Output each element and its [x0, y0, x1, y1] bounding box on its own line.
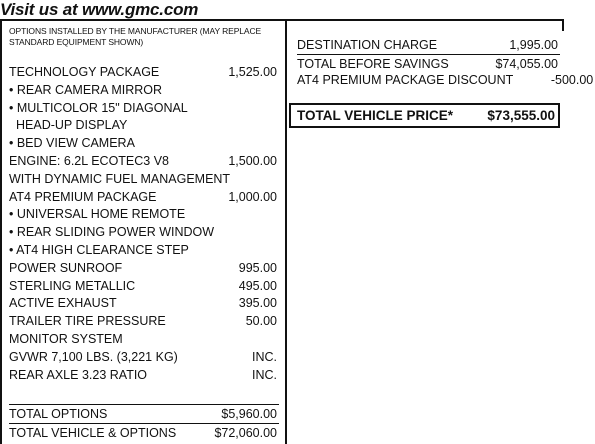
- total-before-savings-row: [297, 56, 560, 72]
- option-amount: 1,500.00: [228, 153, 277, 168]
- option-label: ACTIVE EXHAUST: [9, 296, 117, 311]
- total-options-amount: $5,960.00: [221, 407, 277, 421]
- option-feature: • REAR SLIDING POWER WINDOW: [9, 225, 215, 240]
- discount-row: [297, 72, 594, 88]
- column-divider: [285, 19, 287, 444]
- price-summary: [297, 37, 594, 88]
- option-feature: HEAD-UP DISPLAY: [16, 118, 128, 133]
- option-label: REAR AXLE 3.23 RATIO: [9, 367, 148, 382]
- option-label: TECHNOLOGY PACKAGE: [9, 65, 160, 79]
- option-row-power-sunroof: [9, 260, 279, 278]
- option-label: GVWR 7,100 LBS. (3,221 KG): [9, 349, 178, 364]
- option-amount: 1,000.00: [228, 189, 277, 204]
- option-row-technology-package: [9, 64, 279, 82]
- website-header: Visit us at www.gmc.com: [0, 0, 199, 19]
- total-before-savings-amount: $74,055.00: [495, 57, 558, 71]
- options-note: OPTIONS INSTALLED BY THE MANUFACTURER (MAY REPLACE STANDARD EQUIPMENT SHOWN): [9, 26, 262, 47]
- total-vehicle-price-box: [289, 103, 560, 128]
- option-row-engine: [9, 153, 279, 171]
- total-vehicle-options-label: TOTAL VEHICLE & OPTIONS: [9, 426, 177, 440]
- option-amount: 495.00: [238, 278, 277, 293]
- option-label: TRAILER TIRE PRESSURE: [9, 314, 166, 329]
- total-vehicle-price-amount: $73,555.00: [487, 108, 555, 123]
- option-amount: 395.00: [238, 296, 277, 311]
- discount-amount: -500.00: [550, 73, 594, 87]
- total-before-savings-label: TOTAL BEFORE SAVINGS: [297, 57, 449, 71]
- option-feature: • UNIVERSAL HOME REMOTE: [9, 207, 186, 222]
- option-amount: 1,525.00: [228, 65, 277, 79]
- option-amount: 995.00: [238, 260, 277, 275]
- option-row-at4-premium: [9, 189, 279, 207]
- frame-top-border: [0, 19, 564, 21]
- discount-label: AT4 PREMIUM PACKAGE DISCOUNT: [297, 73, 514, 87]
- option-feature: • REAR CAMERA MIRROR: [9, 82, 163, 97]
- total-options-label: TOTAL OPTIONS: [9, 407, 108, 421]
- option-label: AT4 PREMIUM PACKAGE: [9, 189, 157, 204]
- frame-right-border: [562, 19, 564, 31]
- option-feature: • MULTICOLOR 15" DIAGONAL: [9, 100, 188, 115]
- destination-charge-label: DESTINATION CHARGE: [297, 38, 438, 52]
- total-vehicle-options-row: [9, 424, 279, 442]
- option-row-rear-axle: [9, 367, 279, 385]
- options-totals: [9, 404, 279, 442]
- option-label: ENGINE: 6.2L ECOTEC3 V8: [9, 153, 170, 168]
- divider: [297, 54, 560, 55]
- total-vehicle-options-amount: $72,060.00: [214, 426, 277, 440]
- option-row-gvwr: [9, 349, 279, 367]
- total-vehicle-price-label: TOTAL VEHICLE PRICE*: [297, 108, 454, 123]
- option-row-sterling-metallic: [9, 278, 279, 296]
- frame-left-border: [0, 19, 2, 444]
- option-feature: • BED VIEW CAMERA: [9, 136, 135, 151]
- option-feature: • AT4 HIGH CLEARANCE STEP: [9, 242, 189, 257]
- option-feature: MONITOR SYSTEM: [9, 331, 123, 346]
- option-row-trailer-tire: [9, 313, 279, 331]
- options-column: [9, 26, 279, 384]
- destination-charge-row: [297, 37, 560, 53]
- option-amount: 50.00: [245, 314, 277, 329]
- option-amount: INC.: [252, 367, 277, 382]
- option-amount: INC.: [252, 349, 277, 364]
- option-label: POWER SUNROOF: [9, 260, 123, 275]
- option-label: STERLING METALLIC: [9, 278, 136, 293]
- destination-charge-amount: 1,995.00: [509, 38, 558, 52]
- option-row-active-exhaust: [9, 295, 279, 313]
- option-feature: WITH DYNAMIC FUEL MANAGEMENT: [9, 171, 231, 186]
- total-options-row: [9, 405, 279, 423]
